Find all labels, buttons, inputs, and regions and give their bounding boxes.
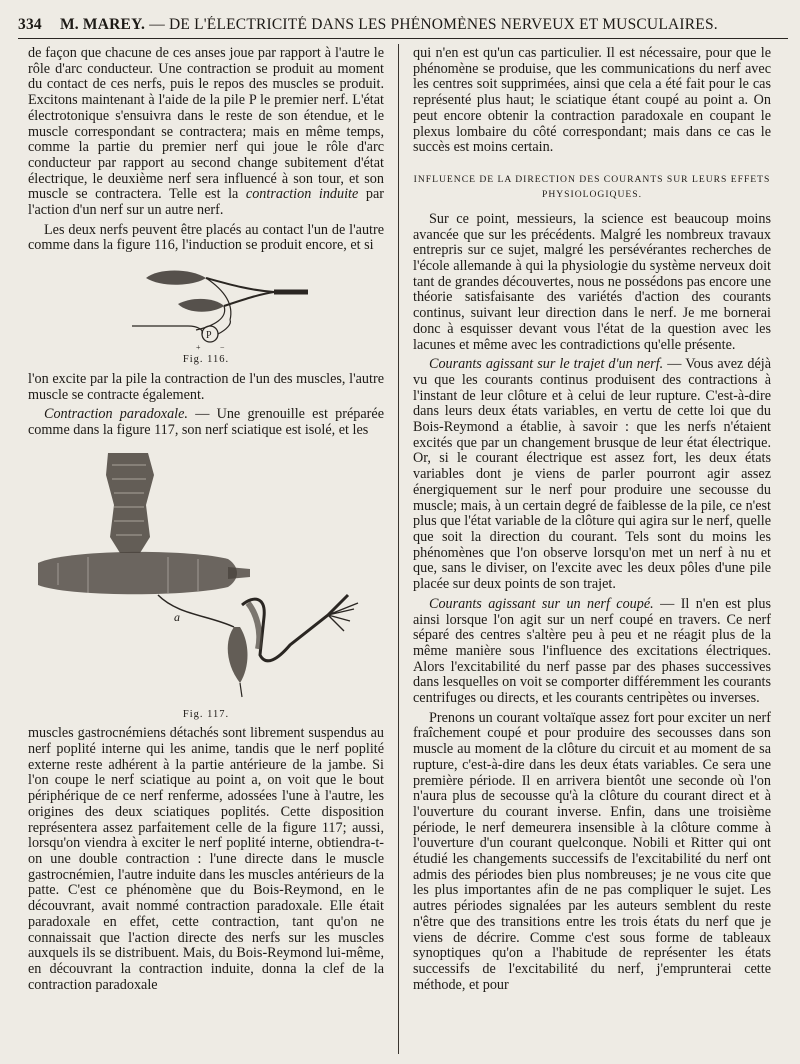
page-number: 334 xyxy=(18,16,42,33)
figure-116 xyxy=(28,260,384,368)
paragraph: Courants agissant sur un nerf coupé. — Il n'en est plus ainsi lorsque l'on agit sur un nerf coupé en travers. Ce nerf séparé des centres s'altère peu à peu et ne réagit plus de la même manière sous l'influence des excitations électriques. Alors l'excitabilité du nerf passe par des phases successives dans lesquelles on voit se comporter différemment les courants centrifuges ou directs, et les courants centripètes ou inverses. xyxy=(413,595,771,707)
inline-emphasis: contraction induite xyxy=(245,186,359,203)
paragraph: Sur ce point, messieurs, la science est beaucoup moins avancée que sur les précédents. Malgré les nombreux travaux entrepris sur ce sujet, malgré les persévérantes recherches de l'école allemande à qui la physiologie du système nerveux doit tant de grandes découvertes, nous ne possédons pas encore une théorie satisfaisante des variétés d'action des courants continus, suivant leur direction dans le nerf. Je me bornerai donc à esquisser devant vous l'état de la question avec les lacunes et même avec les contradictions qu'elle présente. xyxy=(413,210,771,353)
paragraph: de façon que chacune de ces anses joue par rapport à l'autre le rôle d'arc conducteur. Une contraction se produit au moment du contact de ces nerfs, puis le repos des muscles se produit. Excitons maintenant à l'aide de la pile P le premier nerf. L'état électrotonique s'ensuivra dans le reste de son étendue, et le muscle correspondant se contractera; mais en même temps, comme la partie du premier nerf qui joue le rôle d'arc conducteur par rapport au second change subitement d'état électrique, le deuxième nerf sera influencé à son tour, et son muscle se contractera. Telle est la contraction induite par l'action d'un nerf sur un autre nerf. xyxy=(28,45,384,219)
right-column xyxy=(413,46,771,997)
figure-117 xyxy=(28,445,384,723)
figure-116-label: P xyxy=(206,330,212,342)
paragraph: l'on excite par la pile la contraction de l'un des muscles, l'autre muscle se contracte également. xyxy=(28,370,384,403)
paragraph: Courants agissant sur le trajet d'un nerf. — Vous avez déjà vu que les courants continus produisent des contractions à l'instant de leur clôture et à celui de leur rupture. C'est-à-dire dans leurs deux états variables, en vertu de cette loi que du Bois-Reymond a établie, à savoir : que les nerfs n'étaient excités que par un changement brusque de leur état électrique. Or, si le courant électrique est assez fort, les deux états variables dont je viens de parler pourront agir assez énergiquement sur le nerf pour produire une secousse du muscle; mais, à un certain degré de faiblesse de la pile, ce n'est plus que l'état variable de la clôture qui agira sur le nerf, quelle que soit la direction du courant. Tels sont du moins les phénomènes que l'on observe lorsqu'on met un nerf à nu et que, sans le diviser, on l'excite avec les deux pôles d'une pile placée sur deux points de son trajet. xyxy=(413,356,772,593)
paragraph: Contraction paradoxale. — Une grenouille est préparée comme dans la figure 117, son nerf sciatique est isolé, et les xyxy=(28,406,384,438)
svg-text:+: + xyxy=(196,343,201,353)
figure-caption: Fig. 117. xyxy=(182,708,230,720)
header-author: M. MAREY. xyxy=(59,16,146,33)
header-title: — DE L'ÉLECTRICITÉ DANS LES PHÉNOMÈNES NERVEUX ET MUSCULAIRES. xyxy=(149,16,718,33)
left-column xyxy=(28,46,384,997)
column-divider xyxy=(398,44,399,1054)
figure-117-label: a xyxy=(174,609,180,624)
figure-116-illustration xyxy=(28,260,384,352)
paragraph-heading: Contraction paradoxale. xyxy=(44,406,188,423)
paragraph-heading: Courants agissant sur un nerf coupé. xyxy=(429,595,654,612)
paragraph: Les deux nerfs peuvent être placés au contact l'un de l'autre comme dans la figure 116, l'induction se produit encore, et si xyxy=(28,221,384,254)
figure-117-illustration xyxy=(28,445,384,707)
paragraph: muscles gastrocnémiens détachés sont librement suspendus au nerf poplité interne qui les anime, tandis que le nerf poplité externe reste adhérent à la partie antérieure de la jambe. Si l'on coupe le nerf sciatique au point a, on voit que le bout périphérique de ce nerf renferme, adossées l'une à l'autre, les origines des deux sciatiques poplités. Cette disposition représentera assez parfaitement celle de la figure 117; aussi, lorsqu'on viendra à exciter le nerf poplité interne, obtiendra-t-on une double contraction : l'une directe dans le muscle gastrocnémien, l'autre induite dans les muscles antérieurs de la patte. C'est ce phénomène que du Bois-Reymond, en le découvrant, avait nommé contraction paradoxale. Elle était paradoxale en effet, cette contraction, tant qu'on ne connaissait que l'action directe des nerfs sur les muscles auxquels ils se distribuent. Mais, du Bois-Reymond lui-même, en découvrant la contraction induite, donna la clef de la contraction paradoxale xyxy=(28,725,384,993)
paragraph: qui n'en est qu'un cas particulier. Il est nécessaire, pour que le phénomène se produise, que les communications du nerf avec les centres soit supprimées, ainsi que cela a été fait pour le cas représenté plus haut; le sciatique étant coupé au point a. On peut encore obtenir la contraction paradoxale en coupant le plexus lombaire du côté correspondant; mais dans ce cas le succès est moins certain. xyxy=(413,45,771,156)
section-title: INFLUENCE DE LA DIRECTION DES COURANTS SUR LEURS EFFETS PHYSIOLOGIQUES. xyxy=(413,173,771,200)
running-header xyxy=(18,16,788,39)
svg-text:−: − xyxy=(220,343,225,353)
figure-caption: Fig. 116. xyxy=(182,354,230,366)
paragraph: Prenons un courant voltaïque assez fort pour exciter un nerf fraîchement coupé et pour produire des secousses dans son muscle au moment de la clôture du circuit et au moment de sa rupture, c'est-à-dire dans les deux états variables. Ce sera une première période. Il en arrivera bientôt une seconde où l'on n'aura plus de secousse qu'à la clôture du courant direct et à l'ouverture du courant inverse. Enfin, dans une troisième période, le nerf demeurera insensible à la clôture comme à l'ouverture d'un courant quelconque. Nobili et Ritter qui ont étudié les changements successifs de l'excitabilité du nerf ont admis des périodes bien plus nombreuses; je ne vous cite que les plus importantes afin de ne pas compliquer le sujet. Les autres périodes signalées par les auteurs semblent du reste n'être que des transitions entre les trois états du nerf que je viens de décrire. Comme c'est sous forme de tableaux synoptiques qu'on a l'habitude de représenter les états successifs de l'excitabilité du nerf, j'emprunterai cette méthode, et pour xyxy=(413,709,771,993)
paragraph-heading: Courants agissant sur le trajet d'un nerf. xyxy=(429,356,664,373)
